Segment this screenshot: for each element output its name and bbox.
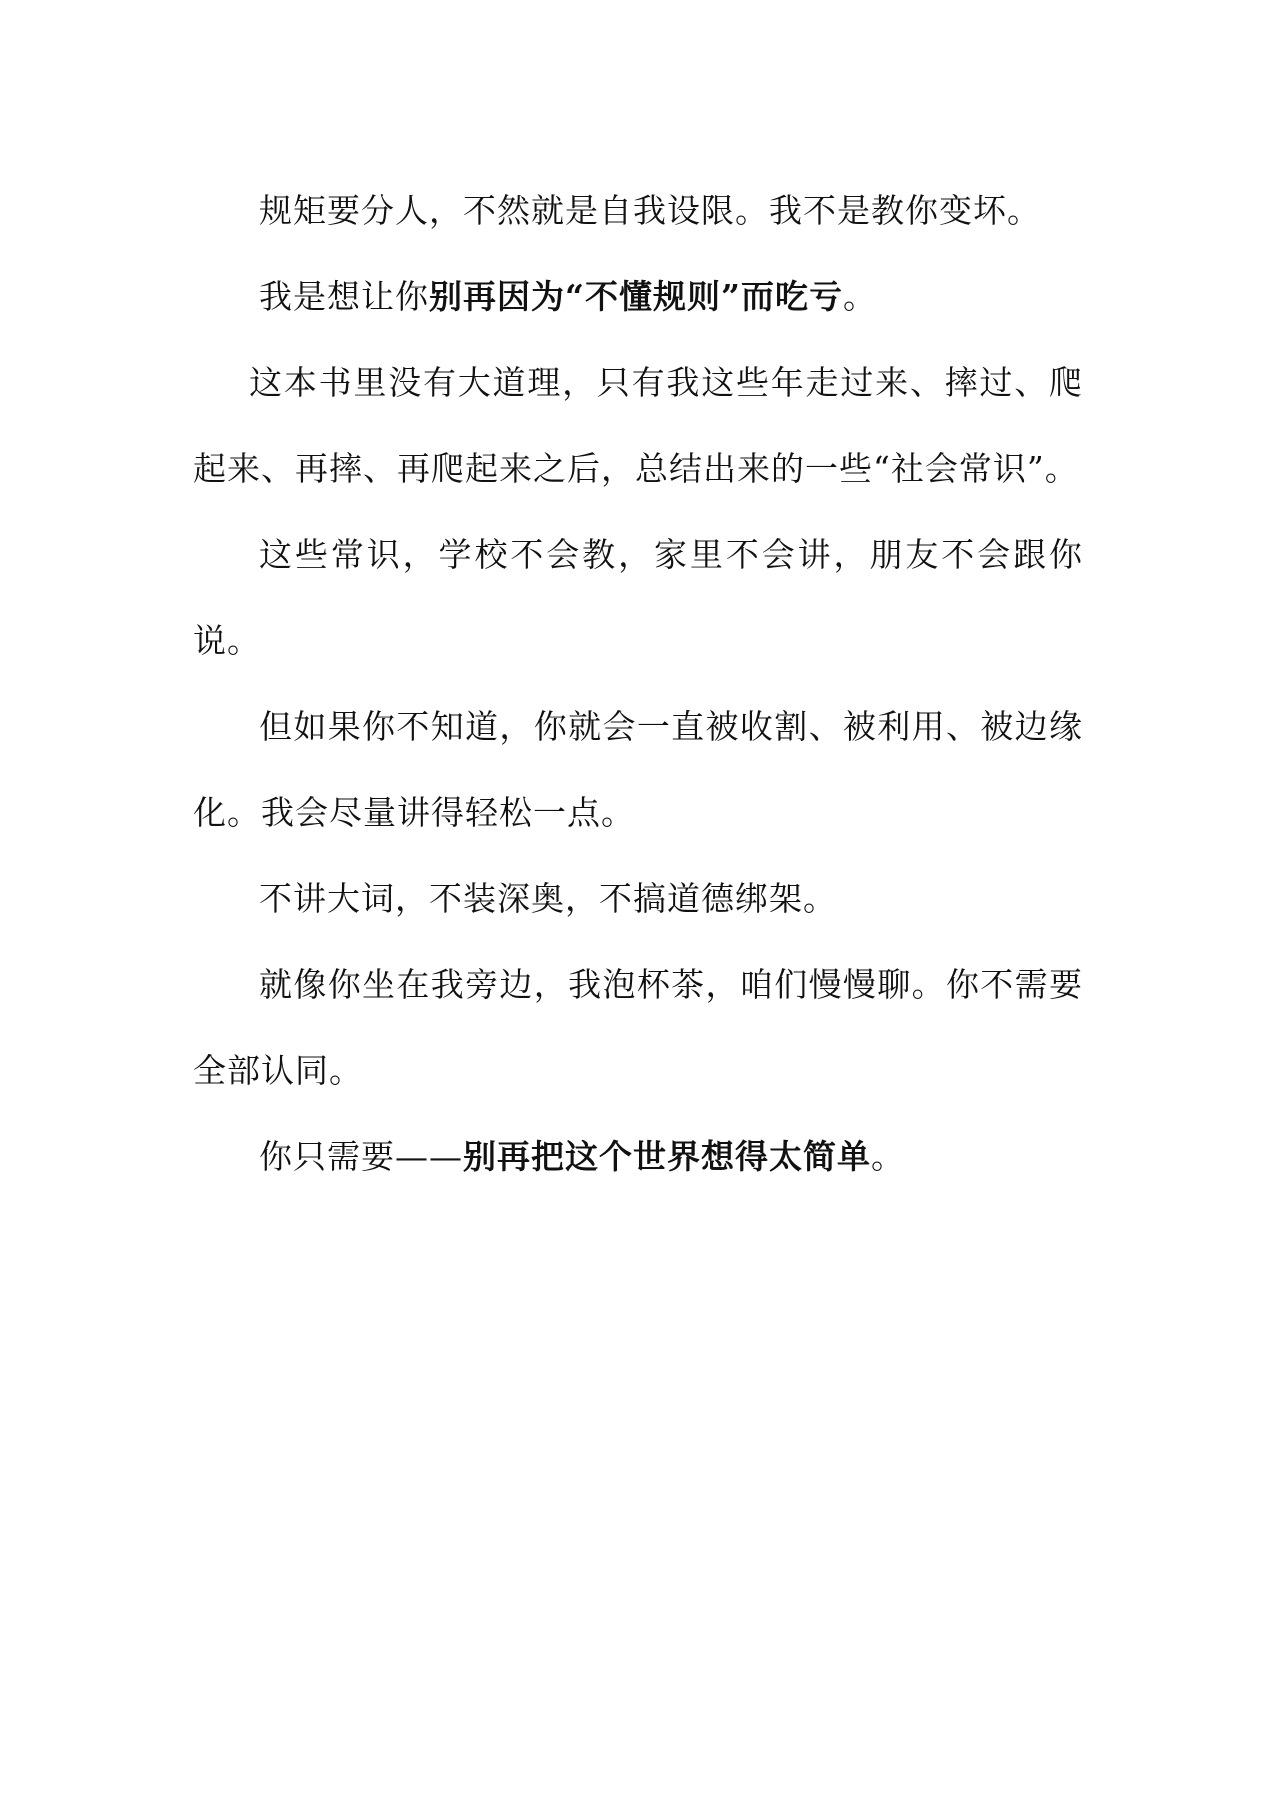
paragraph-text: 你只需要—— [259, 1137, 463, 1176]
paragraph-text: 。 [871, 1137, 905, 1176]
paragraph [193, 512, 1083, 684]
paragraph [193, 254, 1083, 340]
paragraph [193, 340, 1083, 512]
body-text [193, 168, 1083, 1200]
paragraph-text: 。 [842, 277, 877, 316]
paragraph [193, 942, 1083, 1114]
paragraph [193, 168, 1083, 254]
paragraph-text: 不讲大词，不装深奥，不搞道德绑架。 [259, 879, 837, 918]
paragraph [193, 1114, 1083, 1200]
paragraph [193, 684, 1083, 856]
paragraph-text: 但如果你不知道，你就会一直被收割、被利用、被边缘化。我会尽量讲得轻松一点。 [193, 707, 1083, 832]
emphasis-text: 别再把这个世界想得太简单 [463, 1137, 871, 1176]
paragraph-text: 就像你坐在我旁边，我泡杯茶，咱们慢慢聊。你不需要全部认同。 [193, 965, 1083, 1090]
emphasis-text: 别再因为“不懂规则”而吃亏 [429, 277, 843, 316]
paragraph-text: 这本书里没有大道理，只有我这些年走过来、摔过、爬起来、再摔、再爬起来之后，总结出来的一些“社会常识”。 [193, 363, 1083, 488]
paragraph-text: 规矩要分人，不然就是自我设限。我不是教你变坏。 [259, 191, 1041, 230]
paragraph [193, 856, 1083, 942]
paragraph-text: 这些常识，学校不会教，家里不会讲，朋友不会跟你说。 [193, 535, 1083, 660]
paragraph-text: 我是想让你 [259, 277, 429, 316]
